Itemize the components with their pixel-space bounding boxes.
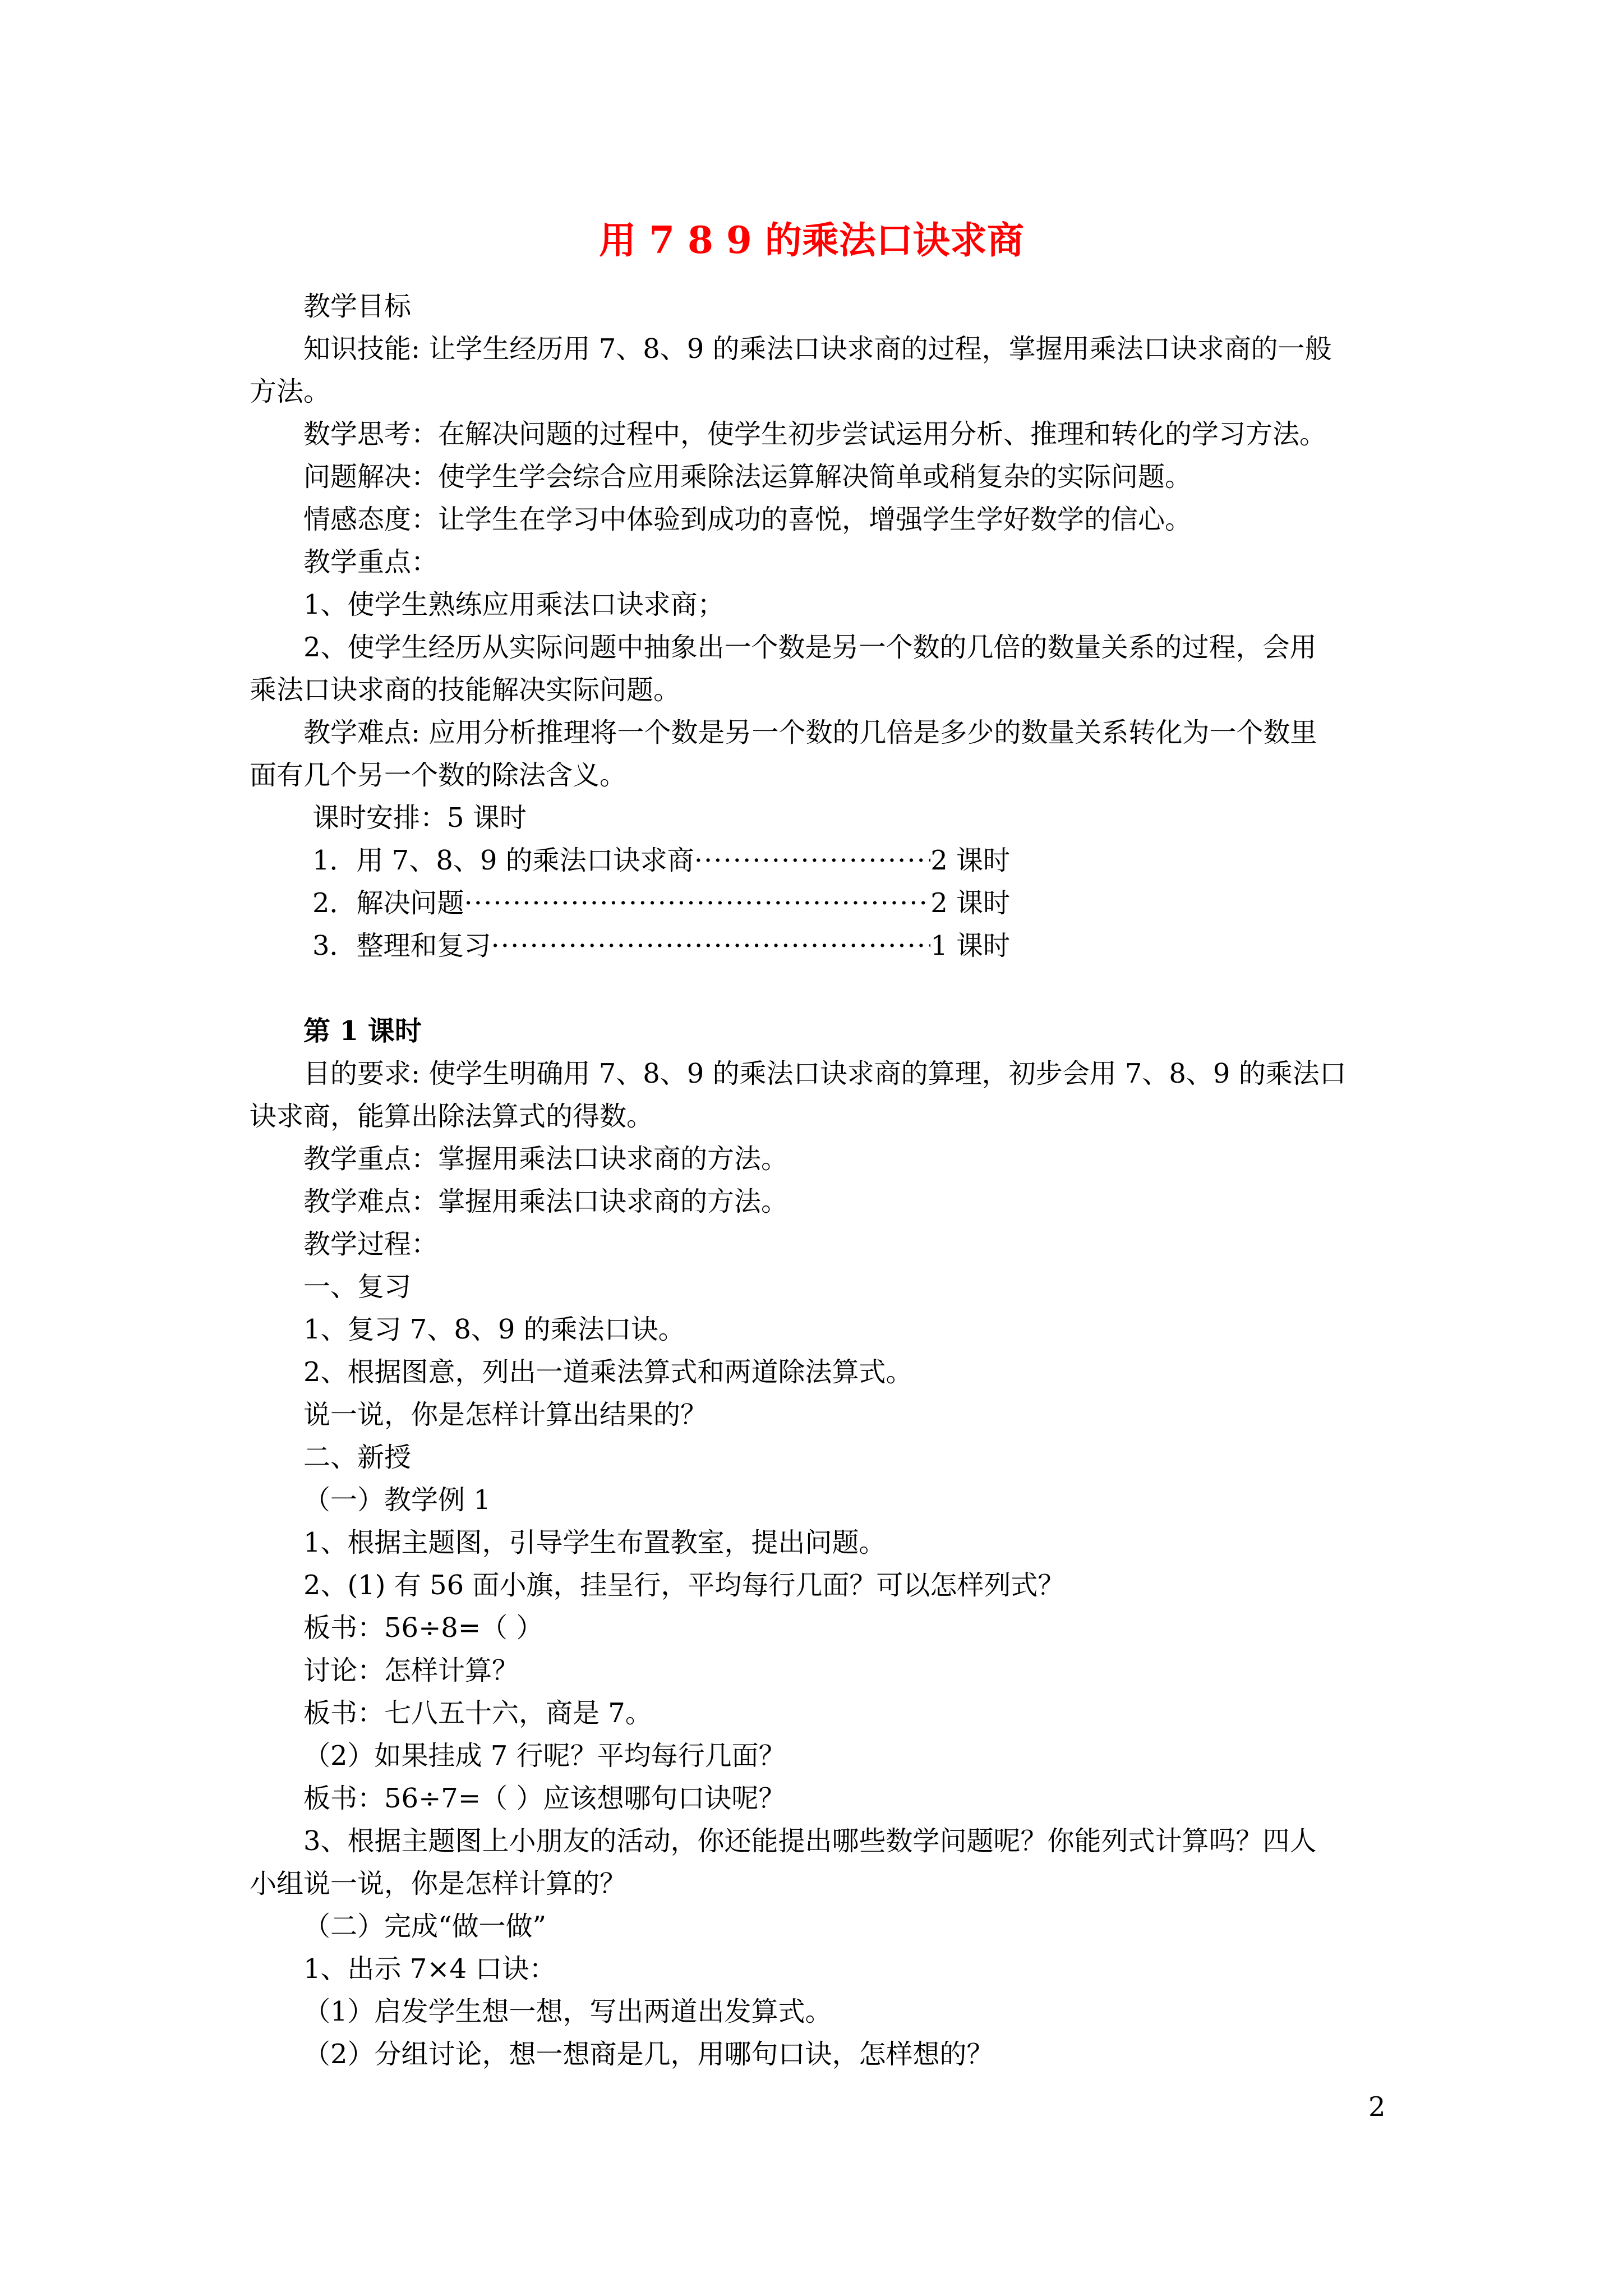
page-number: 2 <box>1368 2091 1386 2123</box>
review-item-3: 说一说，你是怎样计算出结果的？ <box>303 1399 708 1430</box>
knowledge-line-1: 知识技能: 让学生经历用 7、8、9 的乘法口诀求商的过程，掌握用乘法口诀求商的一般 <box>303 333 1332 365</box>
lesson-difficult-line: 教学难点：掌握用乘法口诀求商的方法。 <box>303 1186 789 1217</box>
review-item-1: 1、复习 7、8、9 的乘法口诀。 <box>303 1314 685 1345</box>
toc-leader-dots <box>694 839 931 882</box>
question-2: （2）如果挂成 7 行呢？平均每行几面？ <box>303 1740 786 1772</box>
toc-item <box>312 882 1010 924</box>
board-note-3: 板书：56÷7=（ ）应该想哪句口诀呢？ <box>303 1783 786 1814</box>
key-point-2b: 乘法口诀求商的技能解决实际问题。 <box>250 674 681 706</box>
toc-item <box>312 924 1010 967</box>
toc-label: 1．用 7、8、9 的乘法口诀求商 <box>312 845 694 876</box>
process-heading: 教学过程： <box>303 1228 439 1260</box>
lesson-key-line: 教学重点：掌握用乘法口诀求商的方法。 <box>303 1143 789 1175</box>
difficult-line-a: 教学难点: 应用分析推理将一个数是另一个数的几倍是多少的数量关系转化为一个数里 <box>303 717 1317 748</box>
key-point-2a: 2、使学生经历从实际问题中抽象出一个数是另一个数的几倍的数量关系的过程，会用 <box>303 632 1317 663</box>
toc-leader-dots <box>491 924 931 967</box>
document-title: 用 7 8 9 的乘法口诀求商 <box>599 218 1024 262</box>
review-item-2: 2、根据图意，列出一道乘法算式和两道除法算式。 <box>303 1356 913 1388</box>
thinking-line: 数学思考：在解决问题的过程中，使学生初步尝试运用分析、推理和转化的学习方法。 <box>303 418 1327 450</box>
toc-label: 2．解决问题 <box>312 887 464 919</box>
toc-label: 3．整理和复习 <box>312 930 491 961</box>
example-item-1: 1、根据主题图，引导学生布置教室，提出问题。 <box>303 1527 886 1558</box>
lesson-heading: 第 1 课时 <box>303 1015 422 1047</box>
attitude-line: 情感态度：让学生在学习中体验到成功的喜悦，增强学生学好数学的信心。 <box>303 504 1192 535</box>
aim-line-b: 诀求商，能算出除法算式的得数。 <box>250 1101 654 1132</box>
key-point-1: 1、使学生熟练应用乘法口诀求商； <box>303 589 725 620</box>
do-item-1: 1、出示 7×4 口诀： <box>303 1953 556 1985</box>
example-item-3b: 小组说一说，你是怎样计算的？ <box>250 1868 627 1899</box>
toc-leader-dots <box>464 882 931 924</box>
example-heading: （一）教学例 1 <box>303 1484 491 1516</box>
do-item-1a: （1）启发学生想一想，写出两道出发算式。 <box>303 1996 832 2027</box>
toc-item <box>312 839 1010 882</box>
board-note-1: 板书：56÷8=（ ） <box>303 1612 543 1644</box>
example-item-3a: 3、根据主题图上小朋友的活动，你还能提出哪些数学问题呢？你能列式计算吗？四人 <box>303 1825 1317 1857</box>
example-item-2: 2、(1) 有 56 面小旗，挂呈行，平均每行几面？可以怎样列式？ <box>303 1570 1065 1601</box>
do-heading: （二）完成“做一做” <box>303 1911 547 1942</box>
knowledge-line-2: 方法。 <box>250 376 331 407</box>
aim-line-a: 目的要求: 使学生明确用 7、8、9 的乘法口诀求商的算理，初步会用 7、8、9 的乘法口 <box>303 1058 1347 1089</box>
objectives-heading: 教学目标 <box>303 291 412 322</box>
review-heading: 一、复习 <box>303 1271 412 1303</box>
schedule-line: 课时安排：5 课时 <box>312 802 527 834</box>
board-note-2: 板书：七八五十六，商是 7。 <box>303 1697 652 1729</box>
discuss-line: 讨论：怎样计算？ <box>303 1655 519 1686</box>
do-item-1b: （2）分组讨论，想一想商是几，用哪句口诀，怎样想的？ <box>303 2039 994 2070</box>
difficult-line-b: 面有几个另一个数的除法含义。 <box>250 760 627 791</box>
toc-hours: 2 课时 <box>930 887 1010 919</box>
problem-line: 问题解决：使学生学会综合应用乘除法运算解决简单或稍复杂的实际问题。 <box>303 461 1192 493</box>
toc-hours: 2 课时 <box>930 845 1010 876</box>
key-heading: 教学重点： <box>303 546 439 578</box>
new-heading: 二、新授 <box>303 1442 412 1473</box>
toc-hours: 1 课时 <box>930 930 1010 961</box>
